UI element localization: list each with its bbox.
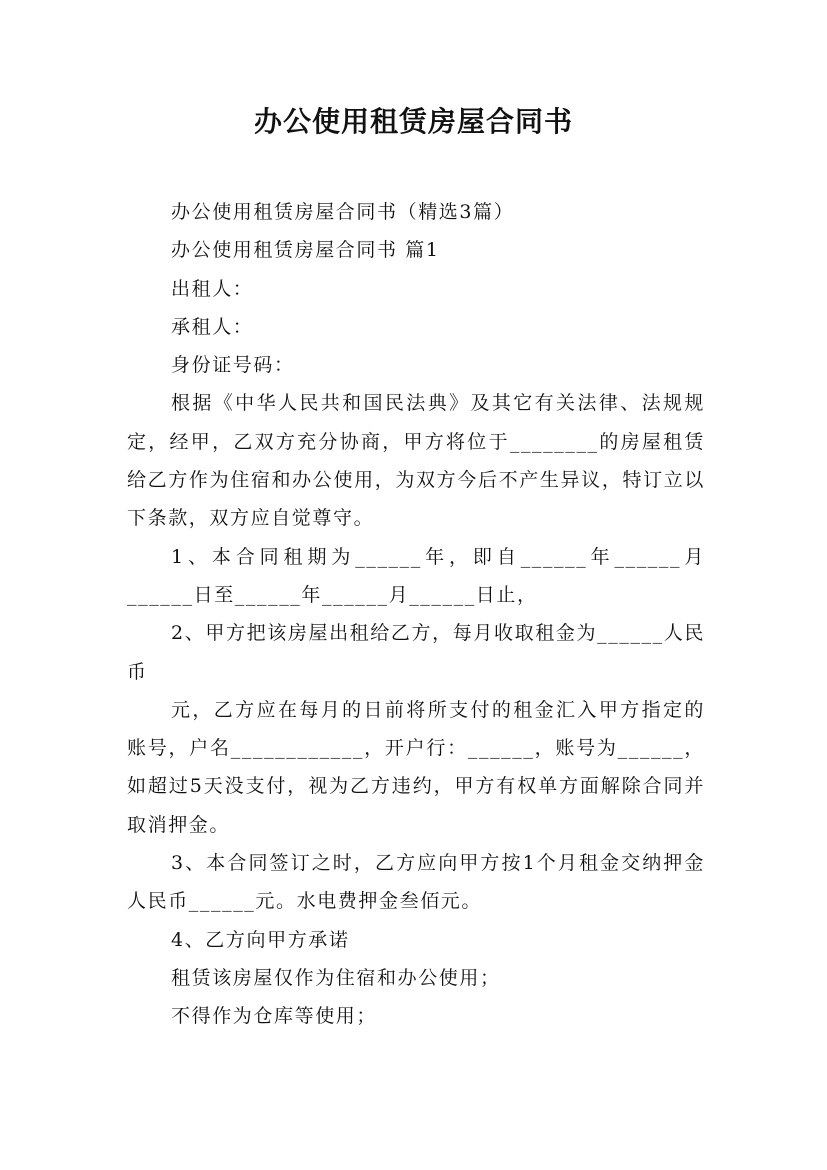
paragraph-clause-4: 4、乙方向甲方承诺 (171, 928, 350, 951)
paragraph-clause-3: 3、本合同签订之时，乙方应向甲方按1个月租金交纳押金人民币______元。水电费押金叁佰元。 (127, 852, 705, 913)
paragraph-preamble: 根据《中华人民共和国民法典》及其它有关法律、法规规定，经甲，乙双方充分协商，甲方将位于________的房屋租赁给乙方作为住宿和办公使用，为双方今后不产生异议，特订立以下条款，双方应自觉尊守。 (127, 392, 705, 530)
document-body (127, 193, 705, 1036)
paragraph-clause-1: 1、本合同租期为______年，即自______年______月______日至______年______月______日止， (127, 545, 705, 606)
paragraph-section-heading: 办公使用租赁房屋合同书 篇1 (171, 239, 440, 262)
paragraph-lessee: 承租人： (171, 315, 254, 338)
paragraph-clause-2: 2、甲方把该房屋出租给乙方，每月收取租金为______人民币 (127, 622, 705, 683)
paragraph-clause-4-item-1: 租赁该房屋仅作为住宿和办公使用； (171, 966, 501, 989)
paragraph-clause-2-continued: 元，乙方应在每月的日前将所支付的租金汇入甲方指定的账号，户名____________，开户行：______，账号为______，如超过5天没支付，视为乙方违约，甲方有权单方面解除合同并取消押金。 (127, 698, 705, 836)
paragraph-subtitle: 办公使用租赁房屋合同书（精选3篇） (171, 201, 515, 223)
paragraph-id-number: 身份证号码： (171, 354, 295, 377)
document-title: 办公使用租赁房屋合同书 (253, 105, 573, 138)
paragraph-lessor: 出租人： (171, 277, 254, 300)
paragraph-clause-4-item-2: 不得作为仓库等使用； (171, 1005, 378, 1028)
